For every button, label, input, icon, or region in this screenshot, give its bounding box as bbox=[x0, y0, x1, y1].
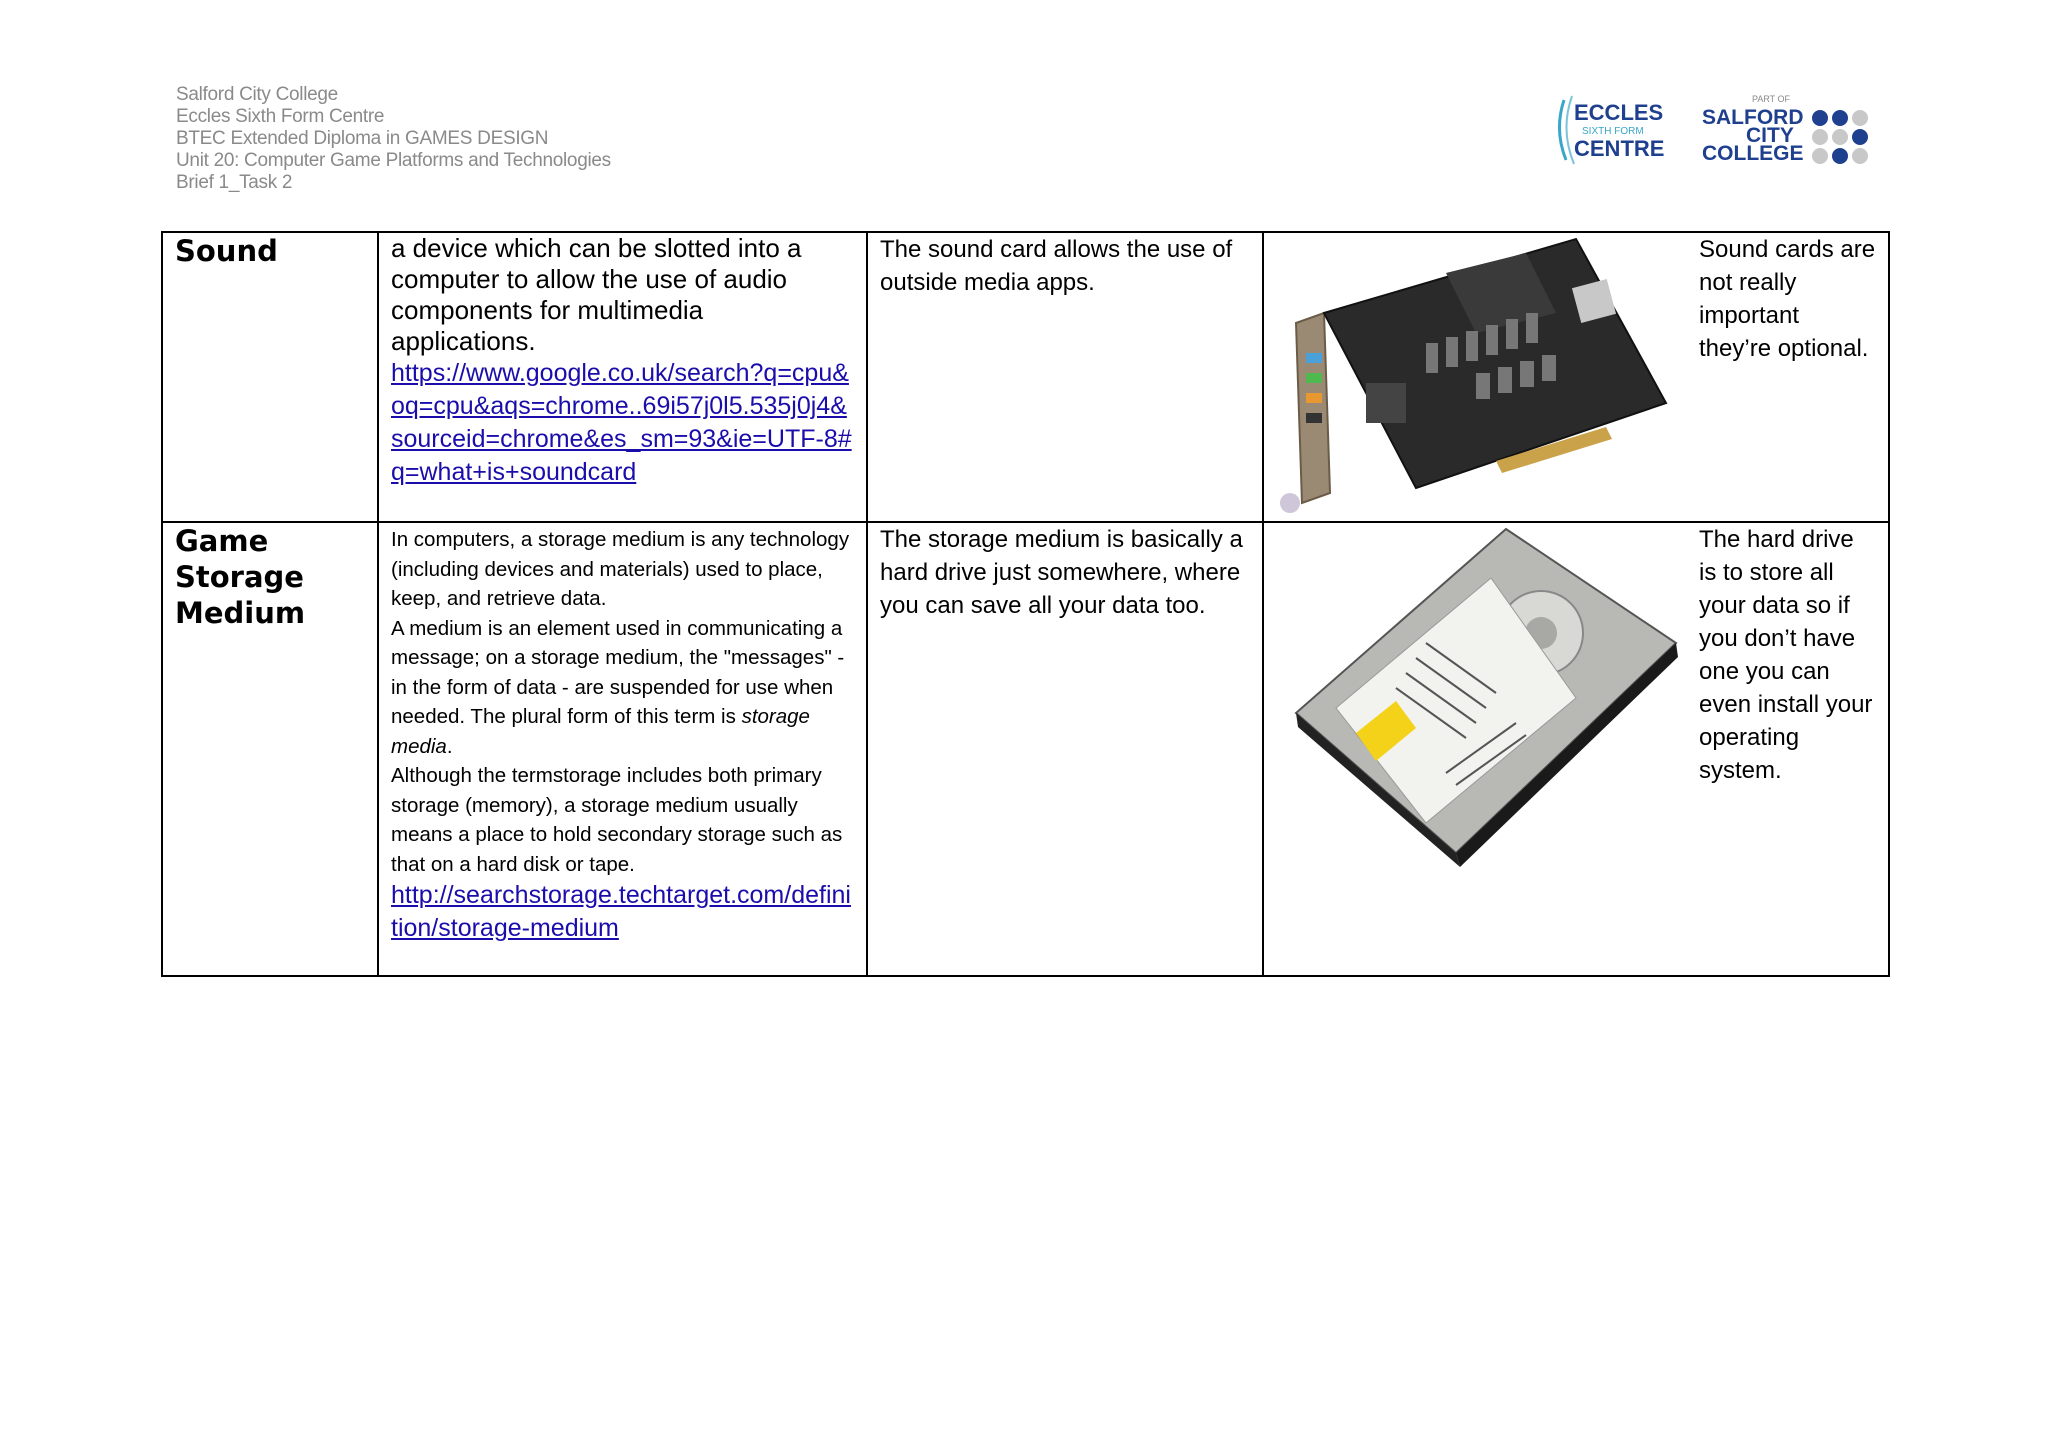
document-header bbox=[176, 84, 611, 194]
image-cell bbox=[1263, 522, 1686, 976]
term-cell: Sound bbox=[162, 232, 378, 522]
definition-text: In computers, a storage medium is any technology (including devices and materials) used to place, keep, and retrieve data. bbox=[391, 528, 850, 610]
sound-card-image bbox=[1276, 233, 1699, 521]
definition-cell bbox=[378, 232, 867, 522]
header-line: Unit 20: Computer Game Platforms and Technologies bbox=[176, 150, 611, 171]
definition-italic-term: storage media bbox=[391, 705, 810, 758]
term-cell: Game Storage Medium bbox=[162, 522, 378, 976]
svg-text:SALFORD: SALFORD bbox=[1702, 106, 1804, 129]
image-cell bbox=[1263, 232, 1686, 522]
table-row bbox=[162, 522, 1889, 976]
eccles-logo bbox=[1552, 90, 1664, 170]
definition-text: Although the termstorage includes both primary storage (memory), a storage medium usually means a place to hold secondary storage such as that on a hard disk or tape. bbox=[391, 764, 843, 876]
note-cell: The hard drive is to store all your data so if you don’t have one you can even install your operating system. bbox=[1686, 522, 1889, 976]
source-link[interactable]: https://www.google.co.uk/search?q=cpu&oq=cpu&aqs=chrome..69i57j0l5.535j0j4&sourceid=chrome&es_sm=93&ie=UTF-8#q=what+is+soundcard bbox=[391, 359, 852, 486]
brief-table bbox=[161, 231, 1890, 977]
definition-text-part: A medium is an element used in communicating a message; on a storage medium, the "messages" - in the form of data - are suspended for use when needed. The plural form of this term is bbox=[391, 616, 845, 728]
svg-text:ECCLES: ECCLES bbox=[1574, 100, 1664, 125]
hard-drive-image bbox=[1276, 523, 1699, 975]
note-cell: Sound cards are not really important they’re optional. bbox=[1686, 232, 1889, 522]
description-cell: The sound card allows the use of outside media apps. bbox=[867, 232, 1263, 522]
definition-cell bbox=[378, 522, 867, 976]
salford-city-college-logo bbox=[1700, 90, 1870, 170]
definition-text: a device which can be slotted into a computer to allow the use of audio components for multimedia applications. bbox=[391, 233, 802, 356]
header-line: BTEC Extended Diploma in GAMES DESIGN bbox=[176, 128, 549, 149]
svg-text:CENTRE: CENTRE bbox=[1574, 136, 1664, 161]
header-line: Eccles Sixth Form Centre bbox=[176, 106, 385, 127]
header-line: Brief 1_Task 2 bbox=[176, 172, 293, 193]
source-link[interactable]: http://searchstorage.techtarget.com/definition/storage-medium bbox=[391, 881, 851, 942]
svg-text:PART OF: PART OF bbox=[1752, 94, 1791, 104]
definition-text bbox=[391, 614, 854, 762]
svg-text:CITY: CITY bbox=[1746, 124, 1794, 147]
description-cell: The storage medium is basically a hard drive just somewhere, where you can save all your data too. bbox=[867, 522, 1263, 976]
svg-text:COLLEGE: COLLEGE bbox=[1702, 142, 1804, 165]
definition-text-part: . bbox=[446, 734, 453, 758]
table-row bbox=[162, 232, 1889, 522]
header-line: Salford City College bbox=[176, 84, 338, 105]
svg-text:SIXTH FORM: SIXTH FORM bbox=[1582, 126, 1644, 137]
